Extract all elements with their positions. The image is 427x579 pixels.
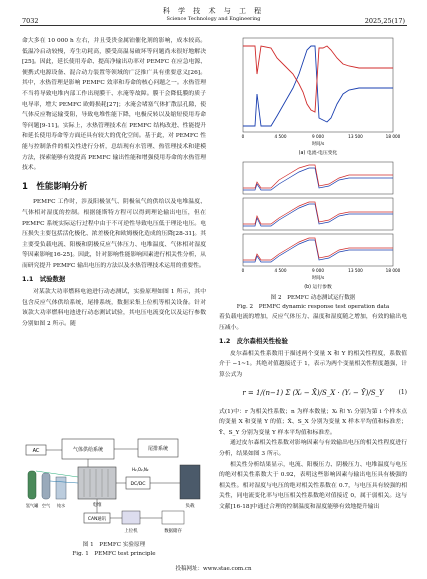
stack-icon	[78, 467, 116, 499]
air-tank-icon	[42, 473, 50, 499]
can-label: CAN通讯	[87, 517, 107, 522]
panel-a-x-ticks	[242, 134, 401, 139]
header-rule	[20, 25, 407, 26]
equation-1	[219, 381, 407, 407]
data-storage-label: 数据储存	[164, 529, 182, 534]
pure-water-icon	[56, 477, 66, 499]
volume-issue: 2025,25(17)	[364, 17, 405, 25]
journal-title: 科 学 技 术 与 工 程	[162, 7, 265, 15]
paragraph-correlation-results: 相关性分析结果显示，电流、阳极压力、阴极压力、电堆温度与电压的绝对相关性系数大于 0.92，表明这些影响因素与输出电压具有极强的相关性。相对湿度与电压的绝对相关性系数在 0.7，与电压具有较强的相关性，同电流变化率与电压相关性系数绝对值接近 0，属于弱相关。这与文献[16-18]中通过合理的控制温度和湿度能够有效地提升输出	[219, 461, 407, 510]
section-1-1-title: 1.1 试验数据	[22, 275, 66, 284]
pure-water-label: 纯水	[56, 503, 66, 508]
panel-a-xtick-0: 0	[241, 134, 245, 139]
figure-1-caption-en: Fig. 1 PEMFC test principle	[72, 550, 156, 557]
intro-paragraph: 命大多在 10 000 h 左右，并且受贵金属铂催化剂的影响，成本较高。低温冷启动较慢，寿生功耗高，膜受高温易破坏等问题尚未很好地解决[25]。因此，延长使用寿命、提高净输出功率对 PEMFC 在应急电源、便携式电源设备、混合动力装置等领域的广泛推广具有重要意义[26]。其中，水热管理是影响 PEMFC 效率和寿命的核心问题之一。水热管理不当将导致电堆内部工作出现膜干、水淹等故障。膜干会降低膜的质子电导率，增大 PEMFC 欧姆损耗[27]；水淹会堵塞气体扩散层孔隙，使气体反应物运输受阻，导致电堆性能下降，电极反转以及缩短使用寿命等问题[9-11]。实际上，水热管理技术在 PEMFC 结构改进、性能提升和延长使用寿命等方面还具有较大的优化空间。基于此，对 PEMFC 性能与控制条件的相关性进行分析，总结现有水管理、热管理技术和建模方法，探索能够有效提高 PEMFC 输出性能和增强使用寿命的水热管理技术。	[22, 38, 206, 172]
figure-1-diagram	[22, 437, 206, 537]
page-header	[0, 0, 427, 28]
section-1-2-title: 1.2 皮尔森相关性检验	[219, 337, 288, 346]
panel-a-subcaption: (a) 电流-电压变化	[298, 151, 338, 156]
figure-2	[219, 34, 407, 310]
panel-b-xtick-0: 0	[241, 268, 245, 273]
section-1-paragraph: PEMFC 工作时，涉及阳极氢气、阴极氧气的供给以及电堆温度、气体相对湿度的控制。根据能斯特方程可以得到理论输出电压，但在 PEMFC 系统实际运行过程中由于不可逆性导致电压低于理论电压。电压损失主要包括活化极化、浓差极化和欧姆极化造成的压降[28-31]。其主要受负载电流、阳极和阴极反应气体压力、电堆温度、气体相对湿度等因素影响[16-25]。因此，针对影响性能影响因素进行相关性分析，从而研究提升 PEMFC 输出电压的方法以及水热管理技术运用的重要性。	[22, 199, 206, 269]
panel-b-xlabel: 时间/s	[311, 276, 325, 281]
page-footer: 投稿网址：www.stae.com.cn	[175, 566, 252, 572]
left-column	[22, 36, 206, 329]
right-column	[219, 312, 407, 513]
dcdc-label: DC/DC	[130, 482, 146, 487]
panel-b-xtick-4: 18 000	[385, 268, 401, 273]
stack-label: 电堆	[92, 503, 102, 508]
pc-icon	[122, 511, 140, 524]
section-1-2-paragraph: 皮尔森相关性系数用于描述两个变量 X 和 Y 的相关性程度，系数值介于 −1~1。其绝对值越接近于 1，表示为两个变量相关性程度越强，计算公式为	[219, 350, 407, 378]
h2-tank-icon	[28, 471, 36, 499]
gas-supply-label: 气体供给系统	[72, 447, 104, 453]
figure-2-plots	[219, 34, 407, 290]
pc-label: 上位机	[124, 529, 138, 534]
panel-b-xtick-3: 13 500	[348, 268, 363, 273]
para-after-figure-2: 着负载电流的增加，反应气体压力、温度和湿度随之增加，有效的输出电压减小。	[219, 314, 407, 331]
panel-a-xtick-1: 4 500	[274, 134, 287, 139]
panel-a-xtick-2: 9 000	[312, 134, 324, 139]
panel-a-frame	[243, 38, 393, 132]
paragraph-correlation-intro: 通过皮尔森相关性系数对影响因素与有效输出电压的相关性程度进行分析，结果如图 3 所示。	[219, 440, 407, 457]
air-label: 空气	[41, 503, 51, 508]
equation-1-number: (1)	[398, 389, 407, 397]
panel-b-xtick-1: 4 500	[274, 268, 287, 273]
panel-b-x-ticks	[242, 268, 401, 273]
panel-a-xtick-4: 18 000	[385, 134, 401, 139]
species-label: H₂,O₂,N₂	[132, 467, 149, 472]
exhaust-label: 尾排系统	[147, 446, 169, 452]
figure-2-caption-cn: 图 2 PEMFC 动态测试运行数据	[270, 295, 356, 301]
panel-b-xtick-2: 9 000	[312, 268, 324, 273]
figure-1	[22, 437, 206, 557]
data-storage-icon	[162, 511, 184, 524]
h2-tank-label: 氢气罐	[25, 503, 39, 508]
equation-1-body: r = 1/(n−1) Σ (Xᵢ − X̄)/S_X · (Yᵢ − Ȳ)/S_Y	[242, 389, 384, 398]
panel-a-xtick-3: 13 500	[348, 134, 363, 139]
load-icon	[180, 465, 200, 499]
load-label: 负载	[185, 504, 195, 509]
panel-a-xlabel: 时间/s	[311, 142, 325, 147]
formula-explanation: 式(1)中：r 为相关性系数；n 为样本数量；Xᵢ 和 Yᵢ 分别为第 i 个样本点的变量 X 和变量 Y 的值；X̄、S_X 分别为变量 X 样本平均值和标准差；Ȳ、S_Y 分别为变量 Y 样本平均值和标准差。	[219, 408, 407, 436]
figure-2-caption-en: Fig. 2 PEMFC dynamic response test operation data	[236, 303, 390, 310]
journal-english-title: Science Technology and Engineering	[166, 16, 261, 22]
section-1-title: 1 性能影响分析	[22, 181, 88, 192]
page-number: 7032	[22, 17, 39, 25]
ac-label: AC	[32, 448, 40, 454]
section-1-1-paragraph: 对某款大功率燃料电池进行动态测试，实验原理如图 1 所示，其中包含反应气体供给系统，尾排系统，数据采集上位机等相关设备。针对该款大功率燃料电池进行动态测试试验，其电压电流变化以及运行参数分别如图 2 所示。随	[22, 289, 206, 327]
figure-1-caption-cn: 图 1 PEMFC 实验原理	[82, 542, 146, 548]
panel-b-subcaption: (b) 运行参数	[304, 285, 332, 290]
